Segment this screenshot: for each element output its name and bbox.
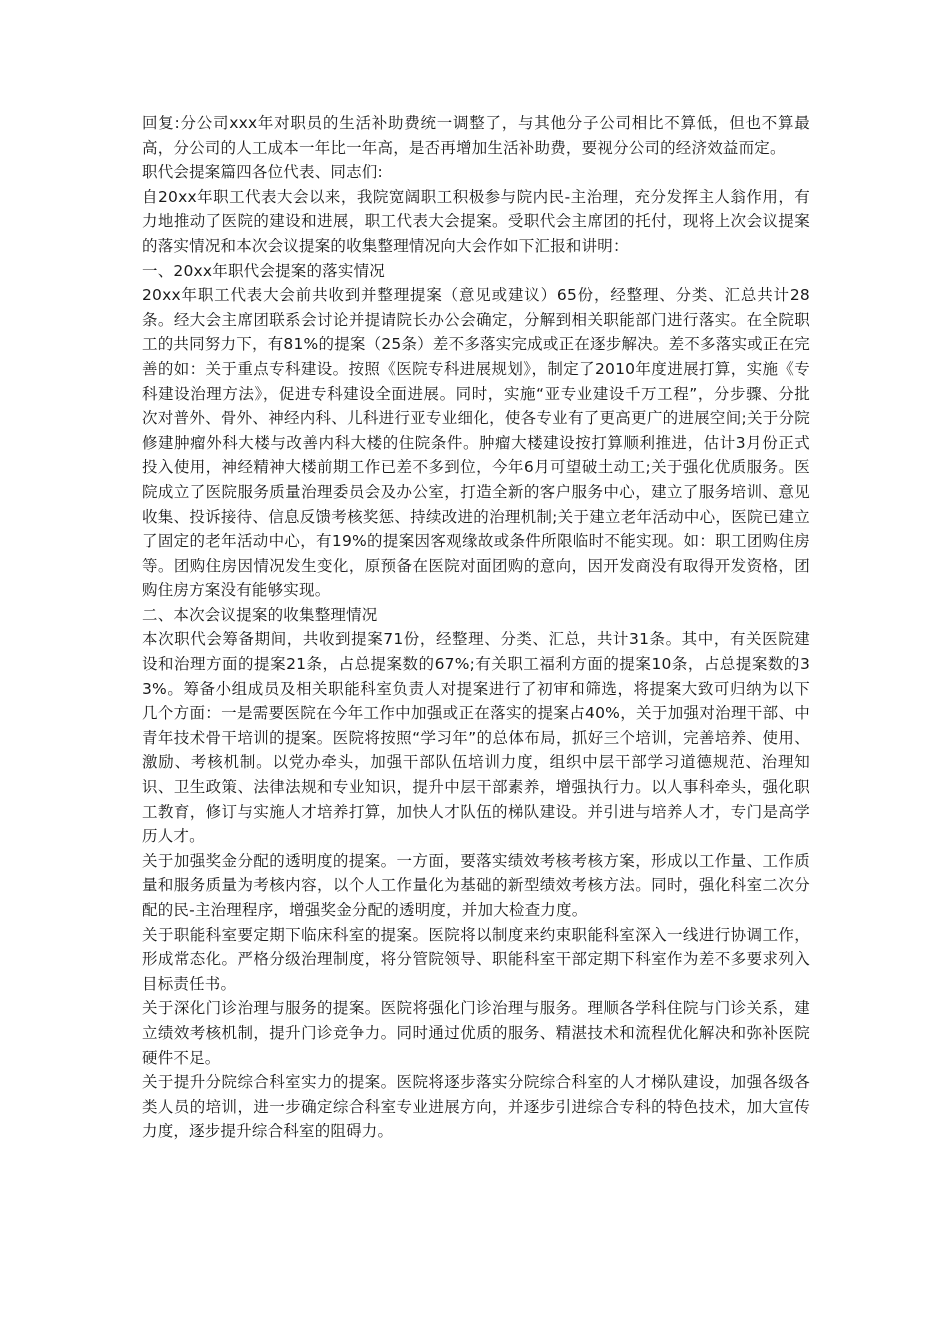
paragraph-intro: 自20xx年职工代表大会以来，我院宽阔职工积极参与院内民-主治理，充分发挥主人翁作用，有力地推动了医院的建设和进展，职工代表大会提案。受职代会主席团的托付，现将上次会议提案的落实情况和本次会议提案的收集整理情况向大会作如下汇报和讲明： <box>142 187 810 255</box>
document-body <box>142 111 810 1144</box>
paragraph-implementation: 20xx年职工代表大会前共收到并整理提案（意见或建议）65份，经整理、分类、汇总共计28条。经大会主席团联系会讨论并提请院长办公会确定，分解到相关职能部门进行落实。在全院职工的共同努力下，有81%的提案（25条）差不多落实完成或正在逐步解决。差不多落实或正在完善的如：关于重点专科建设。按照《医院专科进展规划》，制定了2010年度进展打算，实施《专科建设治理方法》，促进专科建设全面进展。同时，实施“亚专业建设千万工程”，分步骤、分批次对普外、骨外、神经内科、儿科进行亚专业细化，使各专业有了更高更广的进展空间;关于分院修建肿瘤外科大楼与改善内科大楼的住院条件。肿瘤大楼建设按打算顺利推进，估计3月份正式投入使用，神经精神大楼前期工作已差不多到位，今年6月可望破土动工;关于强化优质服务。医院成立了医院服务质量治理委员会及办公室，打造全新的客户服务中心，建立了服务培训、意见收集、投诉接待、信息反馈考核奖惩、持续改进的治理机制;关于建立老年活动中心，医院已建立了固定的老年活动中心，有19%的提案因客观缘故或条件所限临时不能实现。如：职工团购住房等。团购住房因情况发生变化，原预备在医院对面团购的意向，因开发商没有取得开发资格，团购住房方案没有能够实现。 <box>142 286 810 600</box>
paragraph-outpatient: 关于深化门诊治理与服务的提案。医院将强化门诊治理与服务。理顺各学科住院与门诊关系，建立绩效考核机制，提升门诊竞争力。同时通过优质的服务、精湛技术和流程优化解决和弥补医院硬件不足。 <box>142 999 810 1067</box>
paragraph-bonus: 关于加强奖金分配的透明度的提案。一方面，要落实绩效考核考核方案，形成以工作量、工作质量和服务质量为考核内容，以个人工作量化为基础的新型绩效考核方法。同时，强化科室二次分配的民-主治理程序，增强奖金分配的透明度，并加大检查力度。 <box>142 851 810 919</box>
paragraph-reply: 回复:分公司xxx年对职员的生活补助费统一调整了，与其他分子公司相比不算低，但也不算最高，分公司的人工成本一年比一年高，是否再增加生活补助费，要视分公司的经济效益而定。 <box>142 114 810 157</box>
paragraph-branch: 关于提升分院综合科室实力的提案。医院将逐步落实分院综合科室的人才梯队建设，加强各级各类人员的培训，进一步确定综合科室专业进展方向，并逐步引进综合专科的特色技术，加大宣传力度，逐步提升综合科室的阻碍力。 <box>142 1073 810 1141</box>
paragraph-salutation: 职代会提案篇四各位代表、同志们: <box>142 163 383 182</box>
paragraph-departments: 关于职能科室要定期下临床科室的提案。医院将以制度来约束职能科室深入一线进行协调工作，形成常态化。严格分级治理制度，将分管院领导、职能科室干部定期下科室作为差不多要求列入目标责任书。 <box>142 925 810 993</box>
section-heading-1: 一、20xx年职代会提案的落实情况 <box>142 261 385 280</box>
paragraph-collection: 本次职代会筹备期间，共收到提案71份，经整理、分类、汇总，共计31条。其中，有关医院建设和治理方面的提案21条，占总提案数的67%;有关职工福利方面的提案10条，占总提案数的33%。筹备小组成员及相关职能科室负责人对提案进行了初审和筛选，将提案大致可归纳为以下几个方面：一是需要医院在今年工作中加强或正在落实的提案占40%，关于加强对治理干部、中青年技术骨干培训的提案。医院将按照“学习年”的总体布局，抓好三个培训，完善培养、使用、激励、考核机制。以党办牵头，加强干部队伍培训力度，组织中层干部学习道德规范、治理知识、卫生政策、法律法规和专业知识，提升中层干部素养，增强执行力。以人事科牵头，强化职工教育，修订与实施人才培养打算，加快人才队伍的梯队建设。并引进与培养人才，专门是高学历人才。 <box>142 630 810 846</box>
section-heading-2: 二、本次会议提案的收集整理情况 <box>142 605 378 624</box>
